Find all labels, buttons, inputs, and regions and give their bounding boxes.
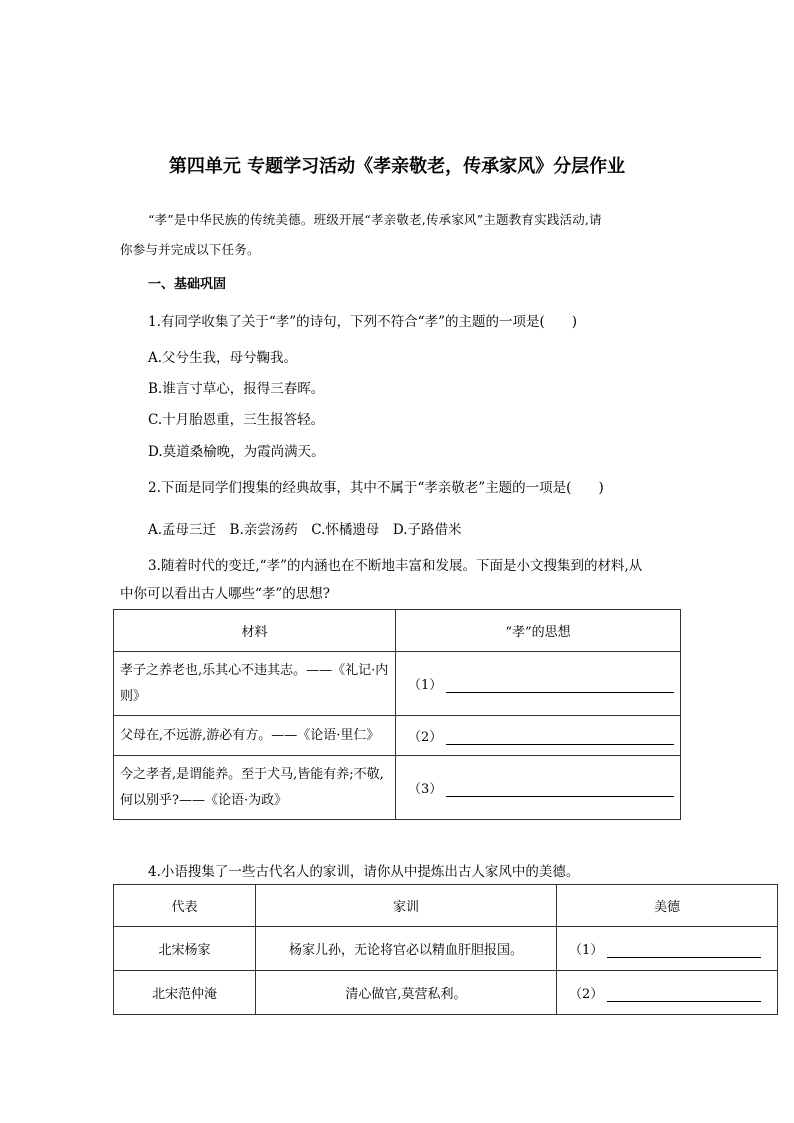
question-1-option-b: B.谁言寸草心，报得三春晖。 <box>148 381 325 397</box>
question-3-stem-line-1: 3.随着时代的变迁,“孝”的内涵也在不断地丰富和发展。下面是小文搜集到的材料,从 <box>148 558 643 574</box>
answer-number: （1） <box>408 678 443 693</box>
table-header-motto: 家训 <box>256 885 557 927</box>
answer-number: （2） <box>569 987 604 1002</box>
answer-blank[interactable] <box>446 782 674 797</box>
table-row <box>114 927 778 971</box>
answer-cell[interactable] <box>557 971 778 1015</box>
material-cell: 今之孝者,是谓能养。至于犬马,皆能有养;不敬,何以别乎?——《论语·为政》 <box>114 756 396 820</box>
intro-line-1: “孝”是中华民族的传统美德。班级开展“孝亲敬老,传承家风”主题教育实践活动,请 <box>148 212 602 227</box>
motto-cell: 杨家儿孙，无论将官必以精血肝胆报国。 <box>256 927 557 971</box>
materials-table <box>113 609 681 820</box>
table-row <box>114 756 681 820</box>
page-title: 第四单元 专题学习活动《孝亲敬老，传承家风》分层作业 <box>168 156 626 177</box>
table-header-representative: 代表 <box>114 885 256 927</box>
question-3-stem-line-2: 中你可以看出古人哪些“孝”的思想? <box>120 586 331 602</box>
table-header-thought: “孝”的思想 <box>396 610 681 652</box>
table-row <box>114 716 681 756</box>
table-header-material: 材料 <box>114 610 396 652</box>
table-row <box>114 652 681 716</box>
answer-blank[interactable] <box>607 987 761 1002</box>
representative-cell: 北宋范仲淹 <box>114 971 256 1015</box>
question-4-stem: 4.小语搜集了一些古代名人的家训，请你从中提炼出古人家风中的美德。 <box>148 864 580 880</box>
answer-cell[interactable] <box>396 756 681 820</box>
answer-blank[interactable] <box>446 678 674 693</box>
question-1-option-d: D.莫道桑榆晚，为霞尚满天。 <box>148 444 325 460</box>
answer-blank[interactable] <box>607 943 761 958</box>
answer-number: （2） <box>408 730 443 745</box>
motto-cell: 清心做官,莫营私利。 <box>256 971 557 1015</box>
answer-cell[interactable] <box>557 927 778 971</box>
question-1-stem: 1.有同学收集了关于“孝”的诗句，下列不符合“孝”的主题的一项是( ) <box>148 314 578 330</box>
material-cell: 孝子之养老也,乐其心不违其志。——《礼记·内则》 <box>114 652 396 716</box>
answer-number: （3） <box>408 782 443 797</box>
section-heading: 一、基础巩固 <box>148 277 227 292</box>
family-motto-table <box>113 884 778 1015</box>
intro-line-2: 你参与并完成以下任务。 <box>120 242 260 257</box>
representative-cell: 北宋杨家 <box>114 927 256 971</box>
question-2-stem: 2.下面是同学们搜集的经典故事，其中不属于“孝亲敬老”主题的一项是( ) <box>148 480 604 496</box>
question-1-option-c: C.十月胎恩重，三生报答轻。 <box>148 412 325 428</box>
question-2-options: A.孟母三迁 B.亲尝汤药 C.怀橘遗母 D.子路借米 <box>148 522 462 538</box>
answer-blank[interactable] <box>446 730 674 745</box>
answer-number: （1） <box>569 943 604 958</box>
table-row <box>114 971 778 1015</box>
material-cell: 父母在,不远游,游必有方。——《论语·里仁》 <box>114 716 396 756</box>
answer-cell[interactable] <box>396 716 681 756</box>
answer-cell[interactable] <box>396 652 681 716</box>
table-header-virtue: 美德 <box>557 885 778 927</box>
question-1-option-a: A.父兮生我，母兮鞠我。 <box>148 350 298 366</box>
